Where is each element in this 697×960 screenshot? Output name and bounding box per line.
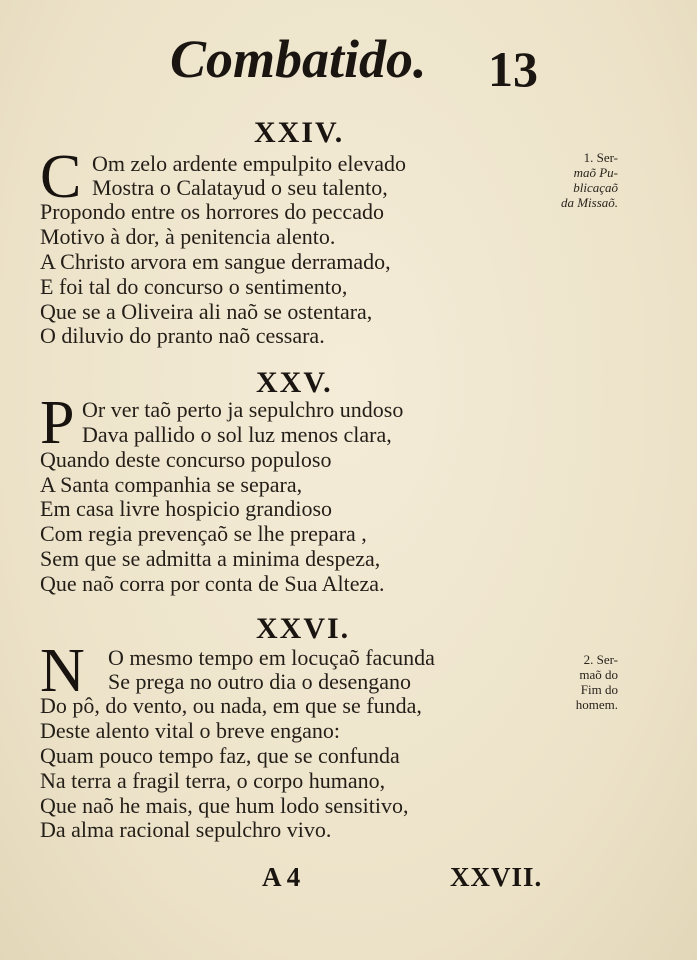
stanza-number: XXIV.: [254, 116, 345, 149]
verse-line: Que naõ corra por conta de Sua Alteza.: [40, 571, 385, 596]
margin-note-line: 2. Ser-: [583, 652, 618, 667]
verse-line: Que se a Oliveira ali naõ se ostentara,: [40, 299, 373, 324]
verse-line: Se prega no outro dia o desengano: [108, 669, 412, 694]
verse-line: Que naõ he mais, que hum lodo sensitivo,: [40, 793, 409, 818]
verse-line: Quam pouco tempo faz, que se confunda: [40, 743, 400, 768]
verse-line: Em casa livre hospicio grandioso: [40, 496, 333, 521]
signature-mark: A 4: [262, 862, 301, 892]
running-title: Combatido.: [170, 29, 427, 89]
margin-note-line: blicaçaõ: [573, 180, 618, 195]
margin-note: [548, 652, 618, 712]
verse-line: Mostra o Calatayud o seu talento,: [92, 175, 388, 200]
drop-cap: N: [40, 637, 85, 705]
verse-line: Na terra a fragil terra, o corpo humano,: [40, 768, 386, 793]
verse-line: A Christo arvora em sangue derramado,: [40, 249, 391, 274]
verse-line: Deste alento vital o breve engano:: [40, 718, 340, 743]
verse-line: Quando deste concurso populoso: [40, 447, 332, 472]
catchword: XXVII.: [450, 862, 543, 892]
stanza-number: XXV.: [256, 366, 333, 399]
margin-note-line: da Missaõ.: [560, 195, 618, 210]
margin-note-line: maõ Pu-: [573, 165, 618, 180]
verse-line: Da alma racional sepulchro vivo.: [40, 817, 332, 842]
verse-line: O mesmo tempo em locuçaõ facunda: [108, 645, 435, 670]
drop-cap: P: [40, 389, 75, 457]
verse-line: Sem que se admitta a minima despeza,: [40, 546, 381, 571]
verse-line: O diluvio do pranto naõ cessara.: [40, 323, 325, 348]
verse-line: Motivo à dor, à penitencia alento.: [40, 224, 336, 249]
verse-line: Do pô, do vento, ou nada, em que se funda,: [40, 693, 422, 718]
margin-note-line: 1. Ser-: [583, 150, 618, 165]
verse-line: Propondo entre os horrores do peccado: [40, 199, 384, 224]
drop-cap: C: [40, 143, 82, 211]
margin-note-line: homem.: [575, 697, 618, 712]
verse-line: E foi tal do concurso o sentimento,: [40, 274, 348, 299]
verse-line: A Santa companhia se separa,: [40, 472, 303, 497]
verse-line: Com regia prevençaõ se lhe prepara ,: [40, 521, 367, 546]
verse-line: Dava pallido o sol luz menos clara,: [82, 422, 392, 447]
margin-note-line: Fim do: [580, 682, 618, 697]
verse-line: Or ver taõ perto ja sepulchro undoso: [82, 397, 404, 422]
margin-note-line: maõ do: [579, 667, 618, 682]
stanza-number: XXVI.: [256, 612, 351, 645]
margin-note: [548, 150, 618, 210]
page-number: 13: [488, 41, 538, 97]
verse-line: Om zelo ardente empulpito elevado: [92, 151, 406, 176]
